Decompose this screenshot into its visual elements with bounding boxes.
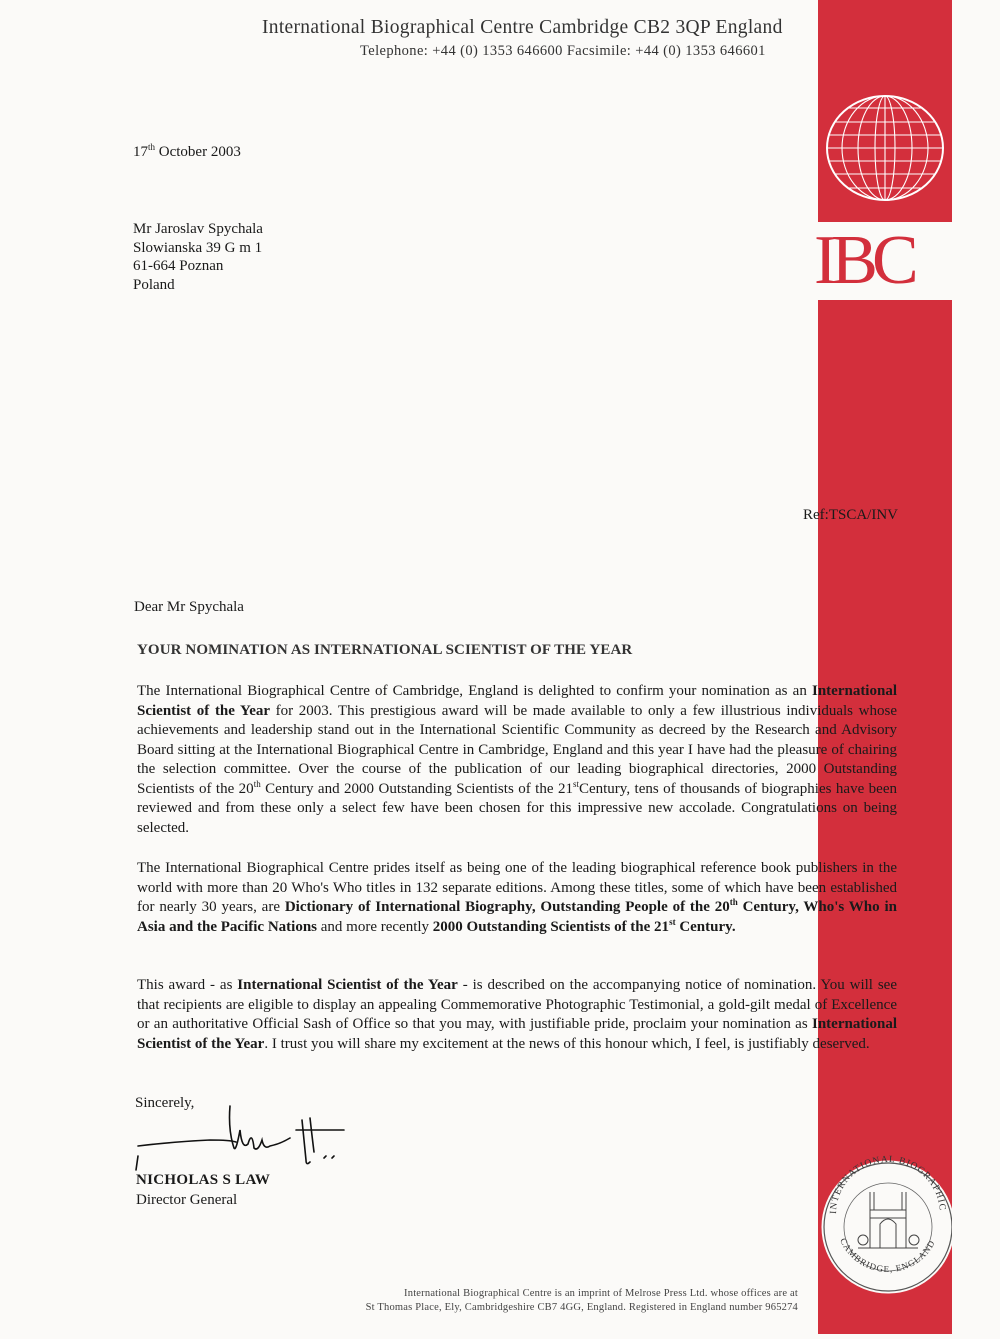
globe-panel <box>818 0 952 222</box>
signatory-title: Director General <box>136 1192 238 1208</box>
reference: Ref:TSCA/INV <box>803 507 898 523</box>
globe-icon <box>818 0 952 222</box>
body-paragraph-1: The International Biographical Centre of Cambridge, England is delighted to confirm your nomination as an International Scientist of the Year for 2003. This prestigious award will be made available to only a few illustrious individuals whose achievements and leadership stand out in the International Scientific Community as decreed by the Research and Advisory Board sitting at the International Biographical Centre in Cambridge, England and this year I have had the pleasure of chairing the selection committee. Over the course of the publication of our leading biographical directories, 2000 Outstanding Scientists of the 20th Century and 2000 Outstanding Scientists of the 21stCentury, tens of thousands of biographies have been reviewed and from these only a select few have been chosen for this impressive new accolade. Congratulations on being selected. <box>137 683 897 836</box>
address-line: 61-664 Poznan <box>133 258 224 274</box>
seal-panel <box>818 1148 952 1334</box>
address-line: Slowianska 39 G m 1 <box>133 239 263 256</box>
body-paragraph-3: This award - as International Scientist of the Year - is described on the accompanying notice of nomination. You will see that recipients are eligible to display an appealing Commemorative Photographic Testimonial, a gold-gilt medal of Excellence or an authoritative Official Sash of Office so that you may, with justifiable pride, proclaim your nomination as International Scientist of the Year. I trust you will share my excitement at the news of this honour which, I feel, is justifiably deserved. <box>137 977 897 1052</box>
signature-icon <box>130 1100 370 1180</box>
signatory-name: NICHOLAS S LAW <box>136 1172 271 1188</box>
salutation: Dear Mr Spychala <box>134 599 244 615</box>
seal-text-bottom: CAMBRIDGE, ENGLAND <box>838 1236 938 1275</box>
footer-line-1: International Biographical Centre is an imprint of Melrose Press Ltd. whose offices are at <box>404 1288 798 1299</box>
seal-text-top: INTERNATIONAL BIOGRAPHIC <box>828 1154 948 1215</box>
address-line: Poland <box>133 276 175 293</box>
recipient-address <box>133 220 263 294</box>
closing: Sincerely, <box>135 1095 195 1111</box>
letter-date: 17th October 2003 <box>133 142 241 160</box>
address-line: Mr Jaroslav Spychala <box>133 221 263 237</box>
body-paragraph-2: The International Biographical Centre prides itself as being one of the leading biographical reference book publishers in the world with more than 20 Who's Who titles in 132 separate editions. Among these titles, some of which have been established for nearly 30 years, are Dictionary of International Biography, Outstanding People of the 20th Century, Who's Who in Asia and the Pacific Nations and more recently 2000 Outstanding Scientists of the 21st Century. <box>137 860 897 935</box>
letterhead-address: International Biographical Centre Cambridge CB2 3QP England <box>262 17 783 38</box>
ibc-seal-icon <box>818 1148 952 1334</box>
ibc-logo: IBC <box>814 222 913 299</box>
footer-line-2: St Thomas Place, Ely, Cambridgeshire CB7 4GG, England. Registered in England number 965274 <box>365 1302 798 1313</box>
letterhead-phone: Telephone: +44 (0) 1353 646600 Facsimile: +44 (0) 1353 646601 <box>360 43 766 59</box>
subject-heading: YOUR NOMINATION AS INTERNATIONAL SCIENTIST OF THE YEAR <box>137 642 633 658</box>
